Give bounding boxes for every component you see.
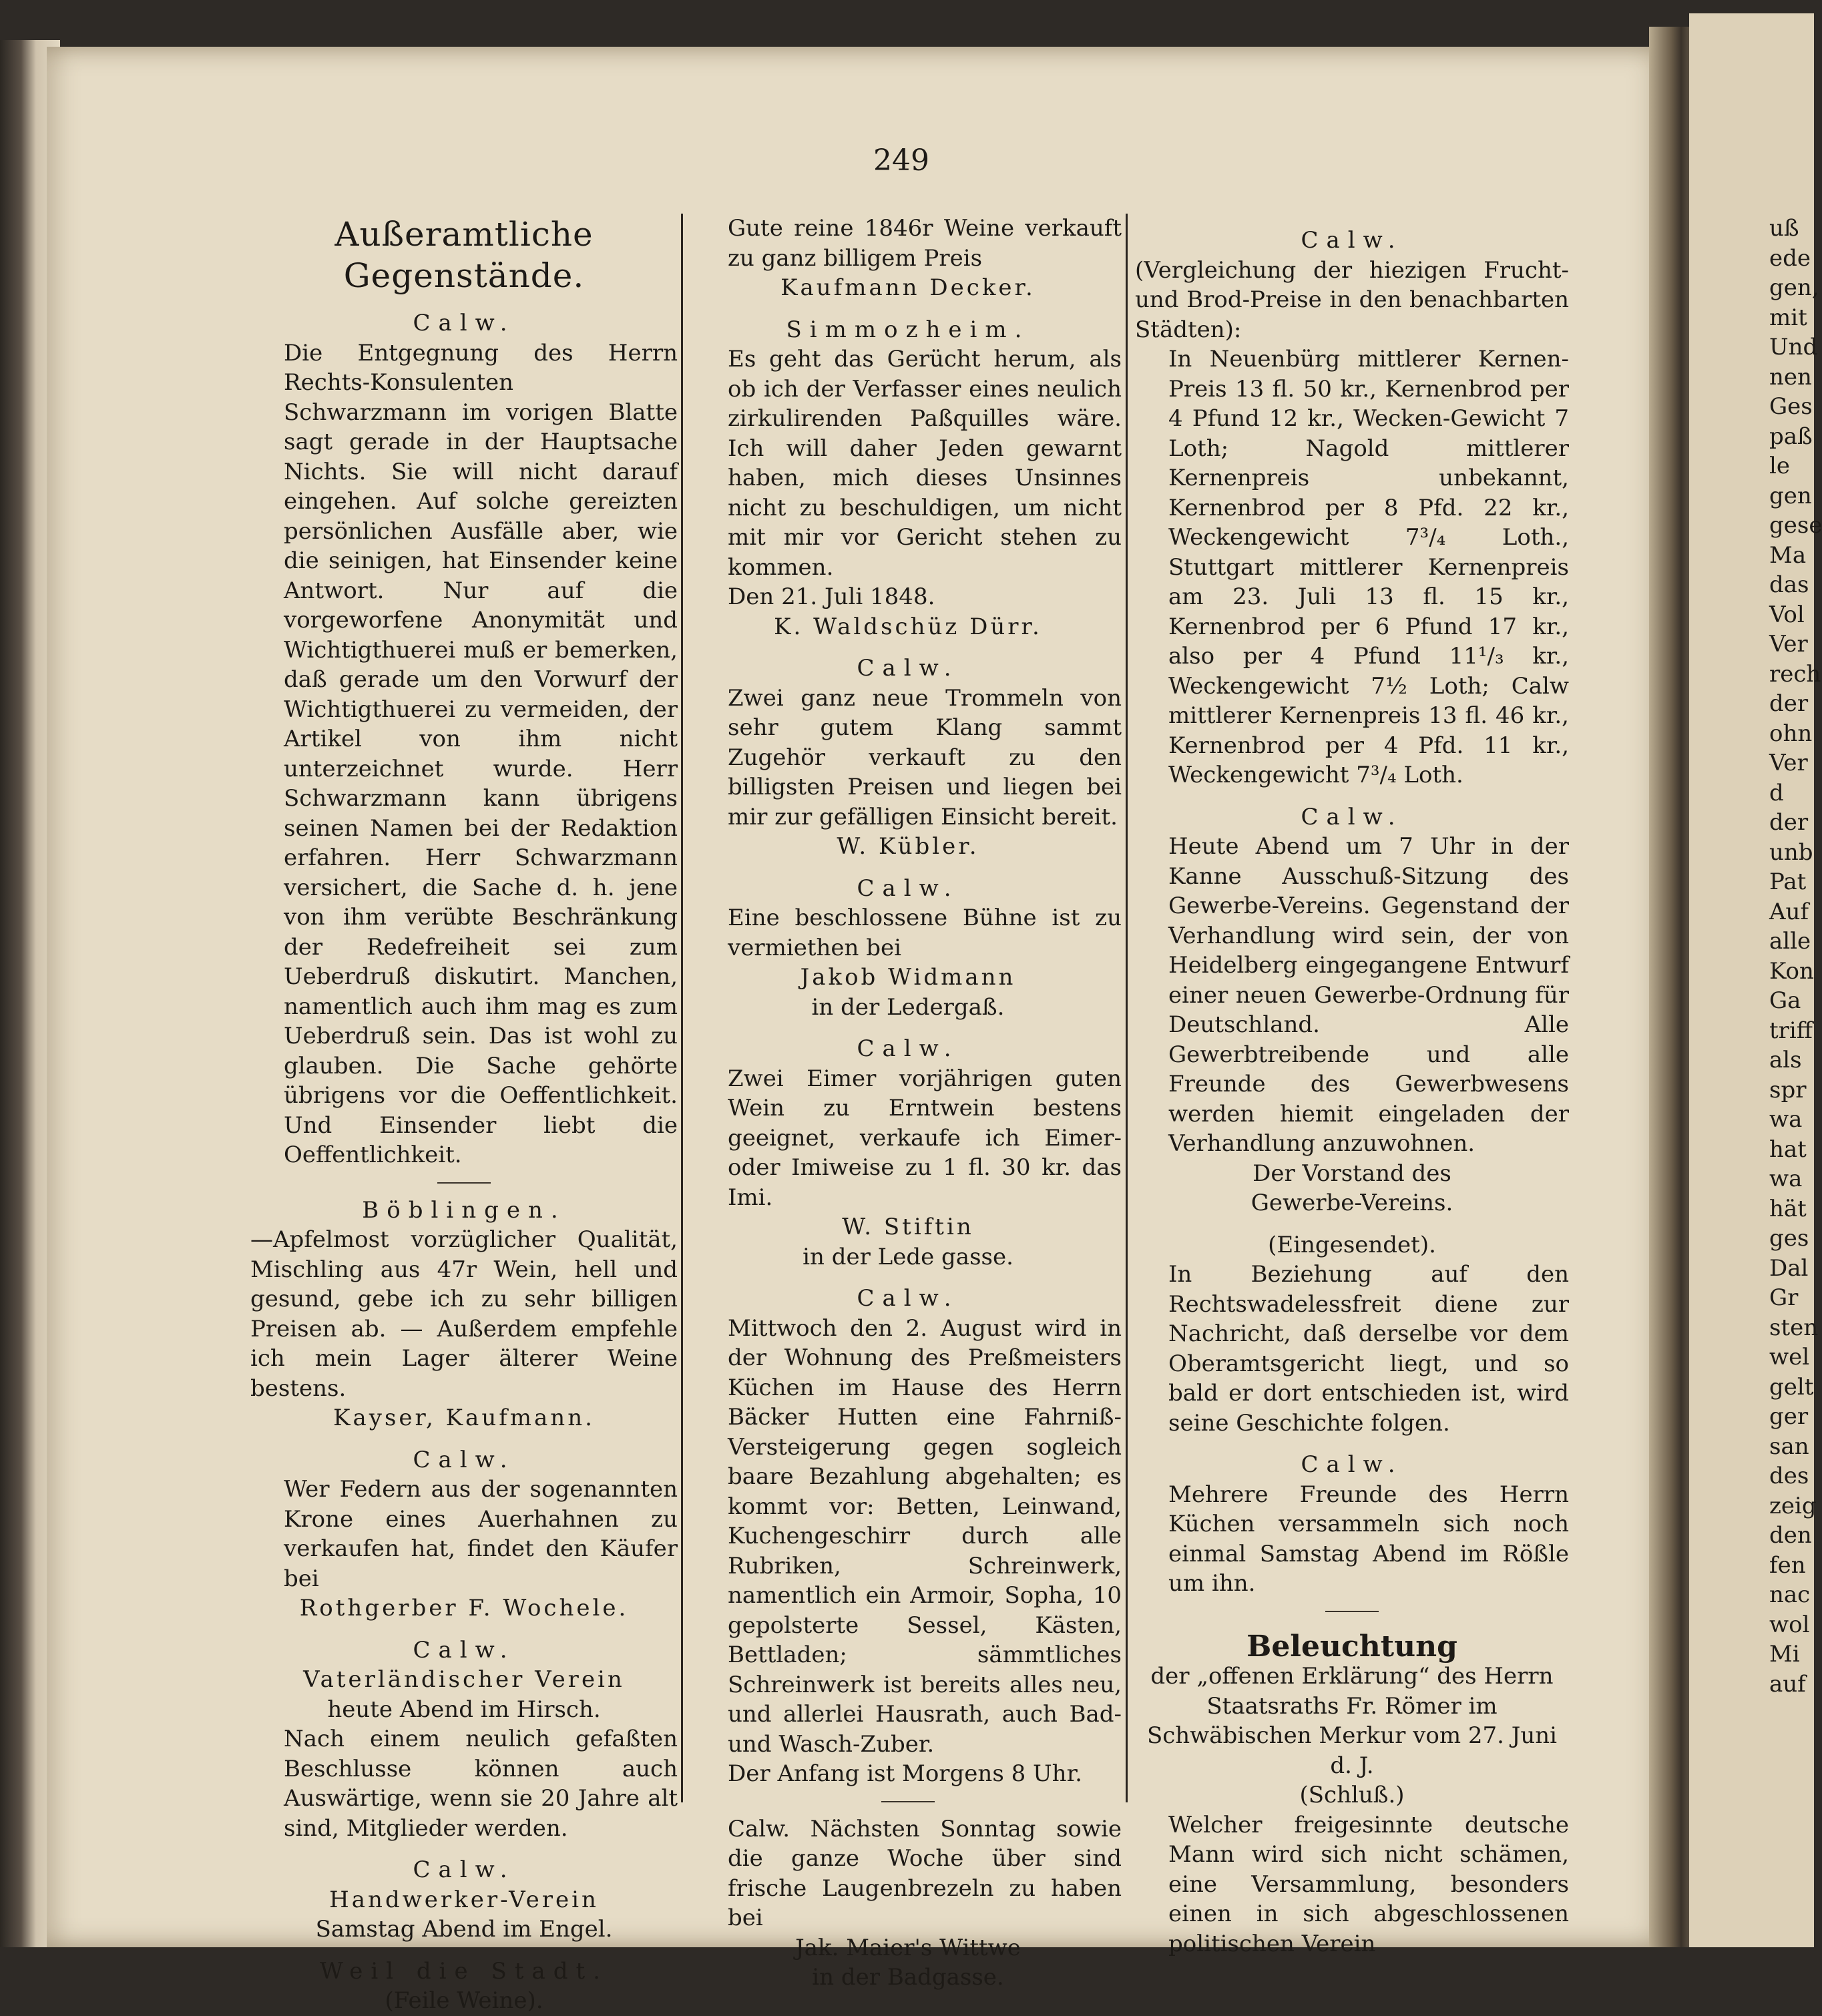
facing-page-fragment: alle (1769, 928, 1811, 955)
notice-place: Simmozheim. (786, 316, 1030, 343)
divider (881, 1801, 935, 1802)
notice-place: Calw. (857, 874, 959, 902)
article-subtitle: der „offenen Erklärung“ des Herrn Staatsraths Fr. Römer im Schwäbischen Merkur vom 27. Juni d. J. (1146, 1663, 1558, 1779)
facing-page-fragment: Ges (1769, 393, 1813, 420)
facing-page-fragment: nen (1769, 363, 1812, 391)
facing-page-fragment: le (1769, 453, 1790, 479)
facing-page-fragment: Ver (1769, 750, 1808, 776)
notice-place: Calw. (1301, 227, 1403, 254)
page-number: 249 (873, 144, 929, 178)
column-rule (1126, 214, 1128, 1802)
notice-text: Heute Abend um 7 Uhr in der Kanne Ausschuß-Sitzung des Gewerbe-Vereins. Gegenstand der Verhandlung wird sein, der von Heidelberg eingegangene Entwurf einer neuen Gewerbe-Ordnung für Deutschland. Alle Gewerbtreibende und alle Freunde des Gewerbwesens werden hiemit eingeladen der Verhandlung anzuwohnen. (1168, 833, 1569, 1157)
notice-place: Calw. (413, 1446, 515, 1473)
facing-page-fragment: Ma (1769, 541, 1807, 569)
facing-page-fragment: Und (1769, 334, 1818, 360)
notice-intro: (Vergleichung der hiezigen Frucht- und Brod-Preise in den benachbarten Städten): (1135, 256, 1569, 343)
notice-text: Calw. Nächsten Sonntag sowie die ganze Woche über sind frische Laugenbrezeln zu haben bei (728, 1815, 1122, 1931)
facing-page-fragment: hät (1769, 1195, 1807, 1222)
column-2 (694, 214, 1122, 1993)
facing-page-fragment: das (1769, 571, 1809, 598)
notice-place: Calw. (1301, 1451, 1403, 1478)
notice-place: Weil die Stadt. (320, 1957, 608, 1985)
notice-date: Den 21. Juli 1848. (728, 583, 935, 610)
column-3 (1135, 214, 1569, 1959)
facing-page-fragment: Auf (1769, 898, 1809, 925)
notice-signature: in der Badgasse. (812, 1964, 1004, 1991)
facing-page-fragment: gen, (1769, 274, 1819, 301)
facing-page-fragment: ges (1769, 1225, 1809, 1252)
facing-page-fragment: spr (1769, 1076, 1807, 1103)
facing-page-fragment: uß (1769, 215, 1799, 242)
notice-line: heute Abend im Hirsch. (327, 1696, 601, 1723)
article-text: Welcher freigesinnte deutsche Mann wird sich nicht schämen, eine Versammlung, besonders einen in sich abgeschlossenen politischen Verein (1168, 1811, 1569, 1957)
facing-page-fragment: wa (1769, 1106, 1803, 1133)
article-subtitle: (Schluß.) (1299, 1782, 1405, 1808)
facing-page-fragment: triff (1769, 1017, 1813, 1044)
notice-line: Vaterländischer Verein (303, 1666, 625, 1693)
facing-page-fragment: wel (1769, 1344, 1810, 1370)
facing-page-fragment: unb (1769, 838, 1813, 866)
notice-line: Samstag Abend im Engel. (315, 1916, 613, 1943)
notice-signature: Kayser, Kaufmann. (333, 1405, 595, 1431)
facing-page-fragment: auf (1769, 1670, 1806, 1698)
facing-page-fragment: d (1769, 779, 1784, 806)
facing-page-fragment: des (1769, 1463, 1809, 1489)
facing-page-fragment: Pat (1769, 868, 1807, 895)
facing-page-fragment: Vol (1769, 601, 1805, 628)
facing-page-fragment: Gr (1769, 1284, 1799, 1311)
facing-page-fragment: wol (1769, 1611, 1810, 1638)
facing-page-fragment: gen (1769, 482, 1812, 509)
facing-page-fragment: Ver (1769, 631, 1808, 658)
notice-signature: Jakob Widmann (800, 964, 1016, 991)
notice-place: Calw. (857, 655, 959, 682)
notice-place: Calw. (413, 310, 515, 336)
notice-text: In Neuenbürg mittlerer Kernen-Preis 13 fl. 50 kr., Kernenbrod per 4 Pfund 12 kr., Wecken-Gewicht 7 Loth; Nagold mittlerer Kernenpreis unbekannt, Kernenbrod per 8 Pfd. 22 kr., Weckengewicht 7³/₄ Loth., Stuttgart mittlerer Kernenpreis am 23. Juli 13 fl. 15 kr., Kernenbrod per 6 Pfund 17 kr., also per 4 Pfund 11¹/₃ kr., Weckengewicht 7½ Loth; Calw mittlerer Kernenpreis 13 fl. 46 kr., Kernenbrod per 4 Pfd. 11 kr., Weckengewicht 7³/₄ Loth. (1168, 346, 1569, 788)
column-rule (681, 214, 683, 1802)
facing-page-fragment: hat (1769, 1136, 1807, 1163)
notice-place: Calw. (857, 1285, 959, 1312)
facing-page-fragment: rech (1769, 660, 1821, 688)
notice-signature: Der Vorstand des (1252, 1160, 1451, 1187)
facing-page-fragment: ger (1769, 1403, 1809, 1430)
facing-page-fragment: zeig (1769, 1492, 1817, 1519)
facing-page-fragment: nac (1769, 1581, 1811, 1608)
facing-page-fragment: wa (1769, 1166, 1803, 1192)
facing-page-fragment: Ga (1769, 987, 1801, 1014)
notice-line: Handwerker-Verein (329, 1886, 599, 1913)
notice-text: Zwei Eimer vorjährigen guten Wein zu Erntwein bestens geeignet, verkaufe ich Eimer- oder Imiweise zu 1 fl. 30 kr. das Imi. (728, 1065, 1122, 1211)
notice-place: Calw. (413, 1636, 515, 1664)
notice-text: In Beziehung auf den Rechtswadelessfreit diene zur Nachricht, daß derselbe vor dem Oberamtsgericht liegt, und so bald er dort entschieden ist, wird seine Geschichte folgen. (1168, 1261, 1569, 1437)
notice-signature: in der Lede gasse. (803, 1243, 1013, 1270)
notice-text: Zwei ganz neue Trommeln von sehr gutem Klang sammt Zugehör verkauft zu den billigsten Preisen und liegen bei mir zur gefälligen Einsicht bereit. (728, 684, 1122, 830)
section-heading: Außeramtliche Gegenstände. (334, 215, 594, 295)
notice-place: Calw. (857, 1035, 959, 1062)
notice-place: (Eingesendet). (1268, 1231, 1436, 1258)
notice-text: Wer Federn aus der sogenannten Krone eines Auerhahnen zu verkaufen hat, findet den Käufer bei (284, 1476, 678, 1592)
notice-line: Der Anfang ist Morgens 8 Uhr. (728, 1760, 1082, 1787)
notice-signature: Rothgerber F. Wochele. (299, 1595, 629, 1621)
facing-page-fragment: gelt (1769, 1373, 1814, 1401)
notice-signature: W. Kübler. (837, 833, 979, 860)
notice-place: Calw. (1301, 803, 1403, 830)
facing-page-fragment: san (1769, 1433, 1809, 1460)
notice-text: Es geht das Gerücht herum, als ob ich der Verfasser eines neulich zirkulirenden Paßquilles wäre. Ich will daher Jeden gewarnt haben, mich dieses Unsinnes nicht zu beschuldigen, um nicht mit mir vor Gericht stehen zu kommen. (728, 346, 1122, 581)
facing-page-fragment: gese (1769, 512, 1822, 539)
facing-page-fragment: ohn (1769, 720, 1813, 747)
facing-page-fragment: Dal (1769, 1254, 1809, 1282)
notice-text: Mehrere Freunde des Herrn Küchen versammeln sich noch einmal Samstag Abend im Rößle um ihn. (1168, 1481, 1569, 1597)
facing-page-text (1769, 214, 1822, 1699)
column-1 (250, 214, 678, 2016)
facing-page-fragment: fen (1769, 1551, 1806, 1579)
divider (1325, 1611, 1379, 1612)
divider (437, 1182, 491, 1184)
notice-signature: Gewerbe-Vereins. (1250, 1190, 1453, 1216)
facing-page-fragment: der (1769, 809, 1809, 836)
notice-text: Gute reine 1846r Weine verkauft zu ganz billigem Preis (728, 215, 1122, 272)
notice-signature: Kaufmann Decker. (780, 274, 1036, 301)
facing-page-fragment: sten (1769, 1314, 1819, 1341)
article-title: Beleuchtung (1246, 1629, 1457, 1664)
notice-signature: K. Waldschüz Dürr. (774, 613, 1042, 640)
notice-text: Mittwoch den 2. August wird in der Wohnung des Preßmeisters Küchen im Hause des Herrn Bäcker Hutten eine Fahrniß-Versteigerung gegen sogleich baare Bezahlung abgehalten; es kommt vor: Betten, Leinwand, Kuchengeschirr durch alle Rubriken, Schreinwerk, namentlich ein Armoir, Sopha, 10 gepolsterte Sessel, Kästen, Bettladen; sämmtliches Schreinwerk ist bereits alles neu, und allerlei Hausrath, auch Bad- und Wasch-Zuber. (728, 1314, 1122, 1758)
notice-signature: in der Ledergaß. (811, 993, 1005, 1021)
notice-signature: Jak. Maier's Wittwe (795, 1934, 1021, 1961)
notice-text: Eine beschlossene Bühne ist zu vermiethen bei (728, 905, 1122, 961)
facing-page-fragment: der (1769, 690, 1809, 717)
notice-place: Calw. (413, 1856, 515, 1883)
facing-page-fragment: Kon (1769, 957, 1814, 985)
notice-place: Böblingen. (362, 1196, 566, 1224)
notice-line: (Feile Weine). (385, 1987, 543, 2014)
facing-page-fragment: ede (1769, 244, 1811, 272)
notice-text: Nach einem neulich gefaßten Beschlusse können auch Auswärtige, wenn sie 20 Jahre alt sind, Mitglieder werden. (284, 1726, 678, 1842)
facing-page-fragment: den (1769, 1522, 1812, 1549)
facing-page-fragment: Mi (1769, 1641, 1800, 1668)
notice-signature: W. Stiftin (842, 1214, 974, 1240)
facing-page-fragment: mit (1769, 304, 1807, 331)
facing-page-fragment: paß (1769, 423, 1813, 450)
notice-text: —Apfelmost vorzüglicher Qualität, Mischling aus 47r Wein, hell und gesund, gebe ich zu sehr billigen Preisen ab. — Außerdem empfehle ich mein Lager älterer Weine bestens. (250, 1226, 678, 1402)
facing-page-fragment: als (1769, 1047, 1802, 1073)
notice-text: Die Entgegnung des Herrn Rechts-Konsulenten Schwarzmann im vorigen Blatte sagt gerade in der Hauptsache Nichts. Sie will nicht darauf eingehen. Auf solche gereizten persönlichen Ausfälle aber, wie die seinigen, hat Einsender keine Antwort. Nur auf die vorgeworfene Anonymität und Wichtigthuerei muß er bemerken, daß gerade um den Vorwurf der Wichtigthuerei zu vermeiden, der Artikel von ihm nicht unterzeichnet wurde. Herr Schwarzmann kann übrigens seinen Namen bei der Redaktion erfahren. Herr Schwarzmann versichert, die Sache d. h. jene von ihm verübte Beschränkung der Redefreiheit sei zum Ueberdruß diskutirt. Manchen, namentlich auch ihm mag es zum Ueberdruß sein. Das ist wohl zu glauben. Die Sache gehörte übrigens vor die Oeffentlichkeit. Und Einsender liebt die Oeffentlichkeit. (284, 339, 678, 1168)
